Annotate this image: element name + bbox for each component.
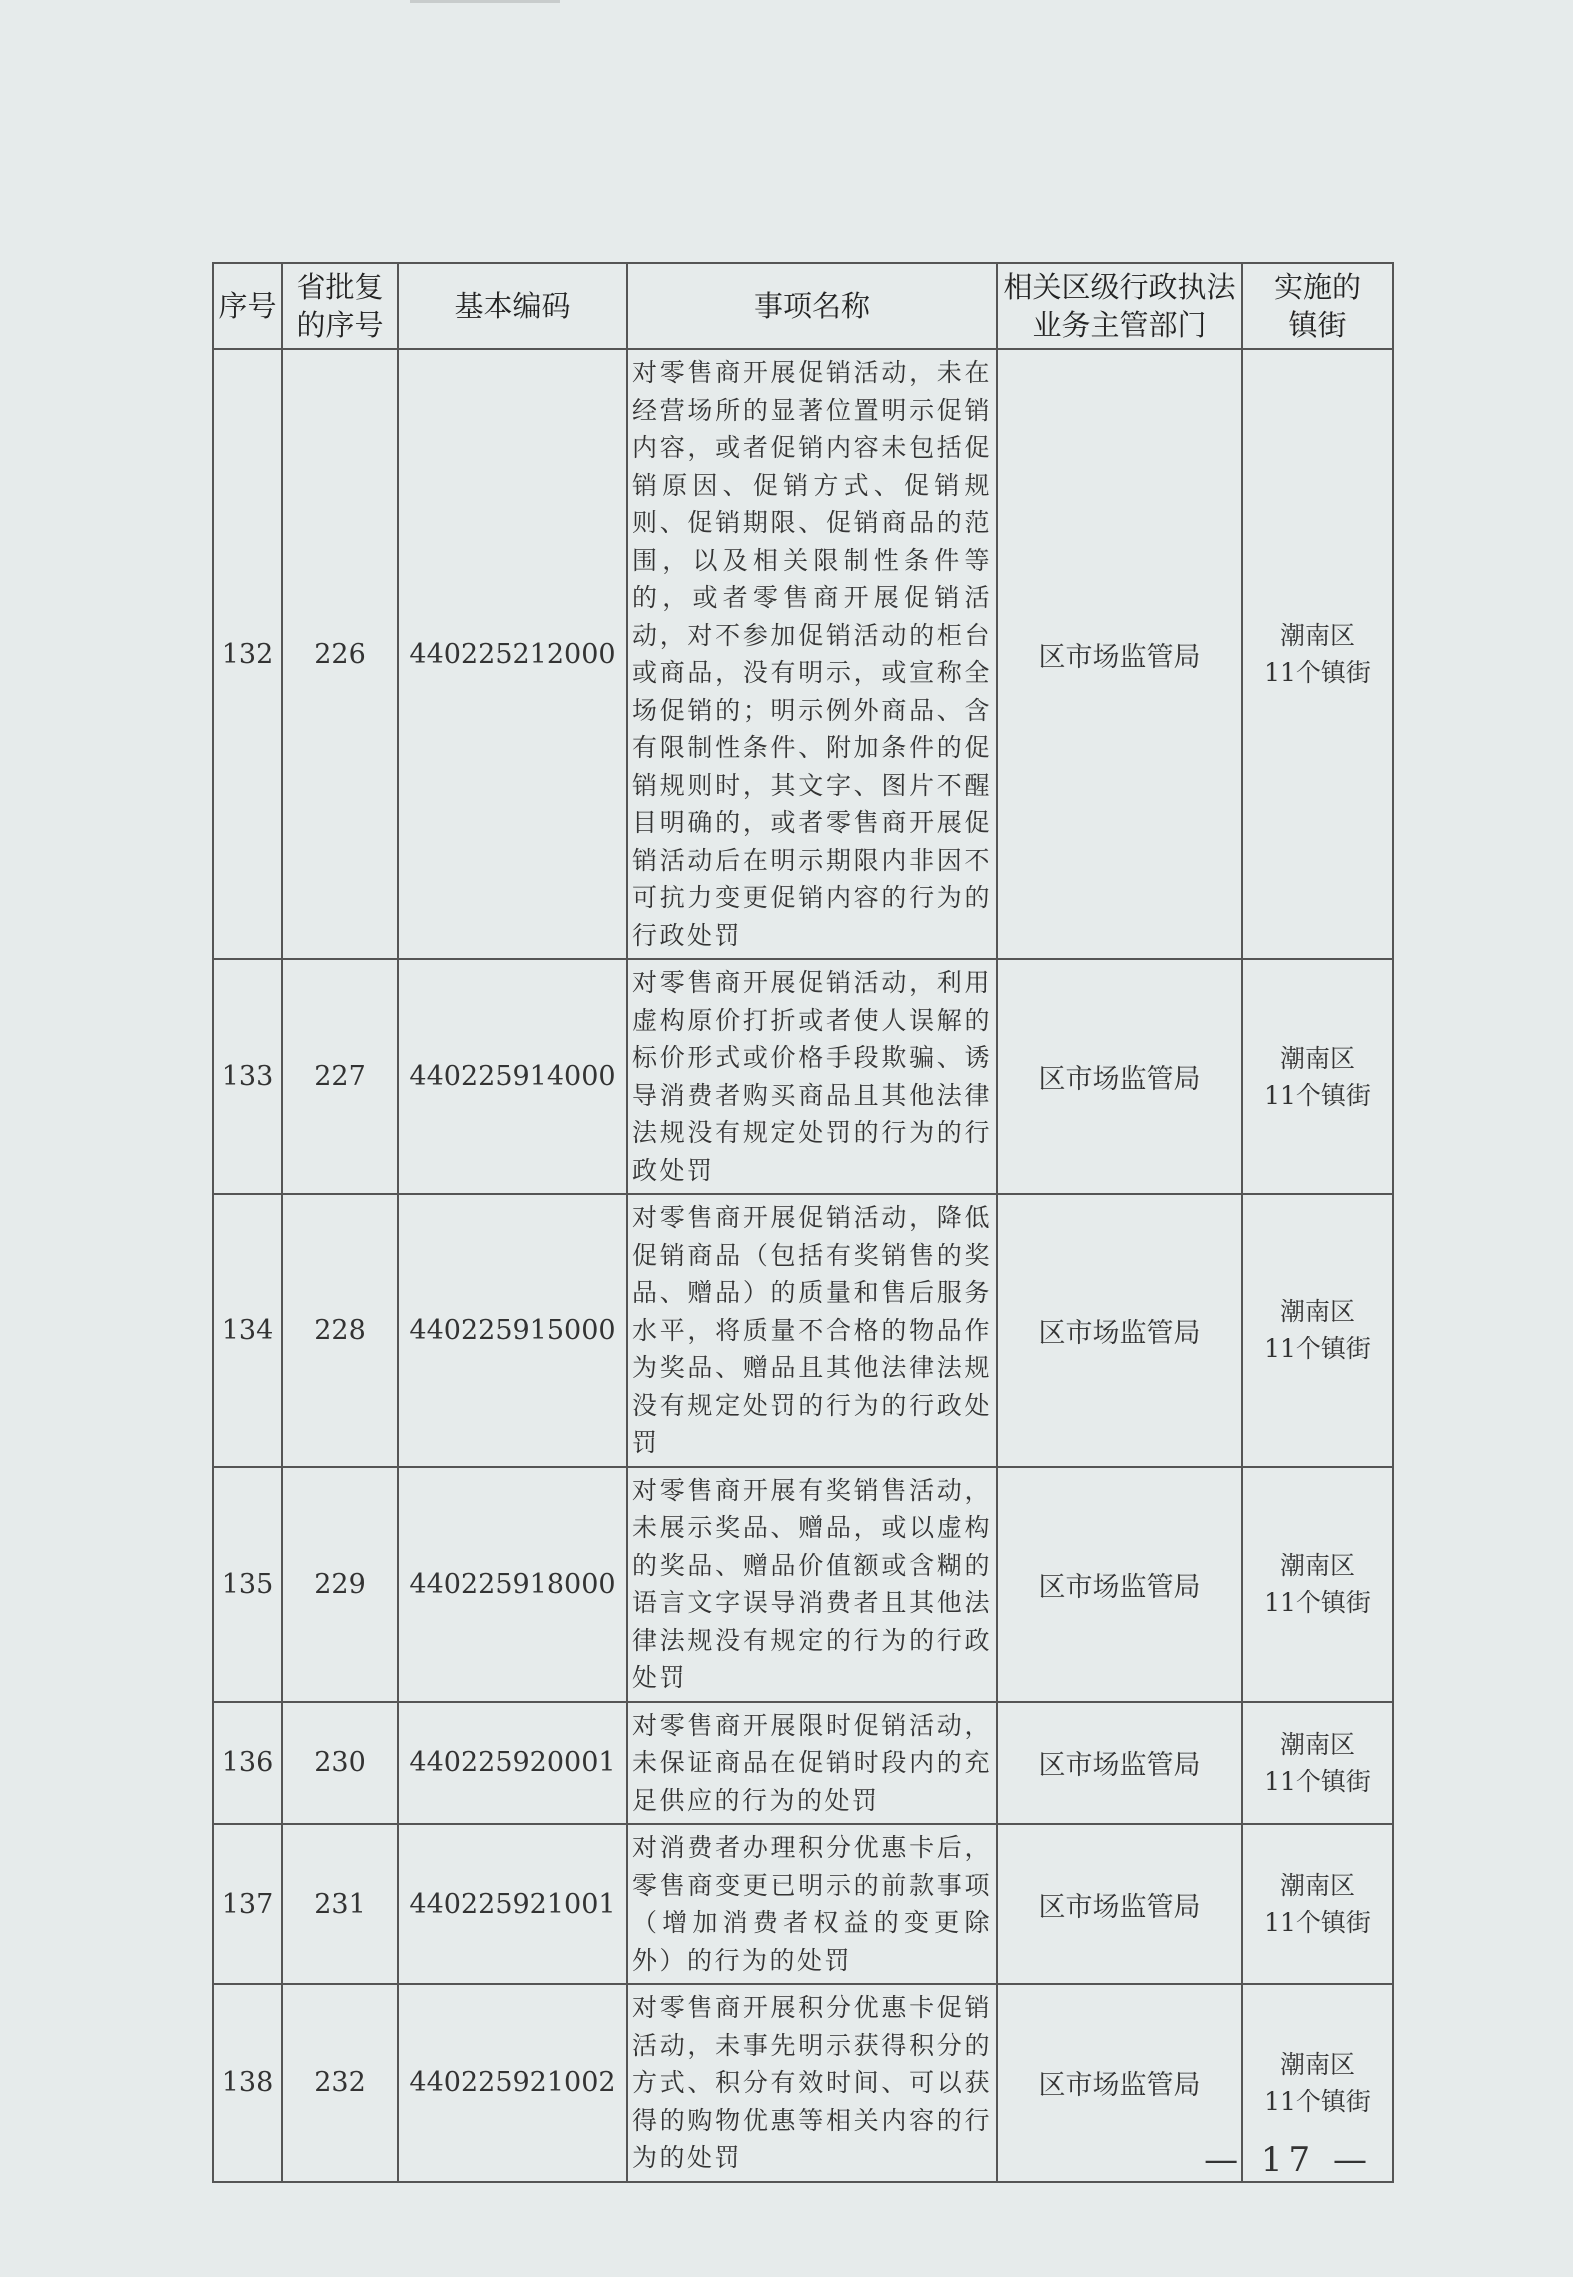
cell-approval-seq: 228 bbox=[282, 1194, 398, 1467]
cell-seq: 133 bbox=[213, 959, 282, 1194]
page-number: — 17 — bbox=[1204, 2140, 1373, 2180]
cell-department: 区市场监管局 bbox=[997, 1467, 1242, 1702]
town-count: 11个镇街 bbox=[1264, 1766, 1371, 1796]
cell-item-name: 对消费者办理积分优惠卡后，零售商变更已明示的前款事项（增加消费者权益的变更除外）的行为的处罚 bbox=[627, 1824, 997, 1984]
header-approval-seq: 省批复的序号 bbox=[282, 263, 398, 349]
cell-department: 区市场监管局 bbox=[997, 1984, 1242, 2182]
town-count: 11个镇街 bbox=[1264, 1080, 1371, 1110]
cell-code: 440225212000 bbox=[398, 349, 627, 959]
town-district: 潮南区 bbox=[1279, 2049, 1355, 2079]
cell-approval-seq: 232 bbox=[282, 1984, 398, 2182]
town-count: 11个镇街 bbox=[1264, 658, 1371, 687]
table-row bbox=[213, 1702, 1393, 1825]
cell-code: 440225920001 bbox=[398, 1702, 627, 1825]
cell-seq: 132 bbox=[213, 349, 282, 959]
header-seq: 序号 bbox=[213, 263, 282, 349]
town-district: 潮南区 bbox=[1279, 1871, 1355, 1900]
cell-town bbox=[1242, 1194, 1393, 1467]
cell-town bbox=[1242, 349, 1393, 959]
cell-town bbox=[1242, 1702, 1393, 1825]
cell-code: 440225921002 bbox=[398, 1984, 627, 2182]
cell-approval-seq: 226 bbox=[282, 349, 398, 959]
header-item-name: 事项名称 bbox=[627, 263, 997, 349]
town-count: 11个镇街 bbox=[1264, 1334, 1371, 1364]
top-edge-mark bbox=[410, 0, 560, 3]
town-district: 潮南区 bbox=[1279, 621, 1355, 650]
town-count: 11个镇街 bbox=[1264, 1588, 1371, 1617]
cell-seq: 135 bbox=[213, 1467, 282, 1702]
town-district: 潮南区 bbox=[1279, 1551, 1355, 1580]
cell-seq: 137 bbox=[213, 1824, 282, 1984]
cell-item-name: 对零售商开展限时促销活动，未保证商品在促销时段内的充足供应的行为的处罚 bbox=[627, 1702, 997, 1825]
cell-seq: 138 bbox=[213, 1984, 282, 2182]
cell-town bbox=[1242, 1467, 1393, 1702]
cell-approval-seq: 227 bbox=[282, 959, 398, 1194]
cell-code: 440225915000 bbox=[398, 1194, 627, 1467]
cell-department: 区市场监管局 bbox=[997, 959, 1242, 1194]
table-row bbox=[213, 959, 1393, 1194]
cell-department: 区市场监管局 bbox=[997, 1824, 1242, 1984]
cell-town bbox=[1242, 959, 1393, 1194]
cell-item-name: 对零售商开展有奖销售活动，未展示奖品、赠品，或以虚构的奖品、赠品价值额或含糊的语言文字误导消费者且其他法律法规没有规定的行为的行政处罚 bbox=[627, 1467, 997, 1702]
cell-department: 区市场监管局 bbox=[997, 349, 1242, 959]
cell-item-name: 对零售商开展促销活动，降低促销商品（包括有奖销售的奖品、赠品）的质量和售后服务水平，将质量不合格的物品作为奖品、赠品且其他法律法规没有规定处罚的行为的行政处罚 bbox=[627, 1194, 997, 1467]
cell-approval-seq: 229 bbox=[282, 1467, 398, 1702]
cell-seq: 136 bbox=[213, 1702, 282, 1825]
town-district: 潮南区 bbox=[1279, 1297, 1355, 1327]
table-row bbox=[213, 349, 1393, 959]
cell-department: 区市场监管局 bbox=[997, 1194, 1242, 1467]
enforcement-items-table bbox=[212, 262, 1394, 2183]
header-department: 相关区级行政执法业务主管部门 bbox=[997, 263, 1242, 349]
cell-approval-seq: 231 bbox=[282, 1824, 398, 1984]
table-header-row bbox=[213, 263, 1393, 349]
cell-approval-seq: 230 bbox=[282, 1702, 398, 1825]
table-row bbox=[213, 1194, 1393, 1467]
town-district: 潮南区 bbox=[1279, 1729, 1355, 1759]
cell-department: 区市场监管局 bbox=[997, 1702, 1242, 1825]
table-row bbox=[213, 1467, 1393, 1702]
cell-town bbox=[1242, 1824, 1393, 1984]
cell-seq: 134 bbox=[213, 1194, 282, 1467]
town-count: 11个镇街 bbox=[1264, 1908, 1371, 1937]
table-row bbox=[213, 1824, 1393, 1984]
town-count: 11个镇街 bbox=[1264, 2086, 1371, 2116]
cell-code: 440225914000 bbox=[398, 959, 627, 1194]
cell-item-name: 对零售商开展积分优惠卡促销活动，未事先明示获得积分的方式、积分有效时间、可以获得的购物优惠等相关内容的行为的处罚 bbox=[627, 1984, 997, 2182]
header-town: 实施的镇街 bbox=[1242, 263, 1393, 349]
cell-item-name: 对零售商开展促销活动，未在经营场所的显著位置明示促销内容，或者促销内容未包括促销原因、促销方式、促销规则、促销期限、促销商品的范围，以及相关限制性条件等的，或者零售商开展促销活动，对不参加促销活动的柜台或商品，没有明示，或宣称全场促销的；明示例外商品、含有限制性条件、附加条件的促销规则时，其文字、图片不醒目明确的，或者零售商开展促销活动后在明示期限内非因不可抗力变更促销内容的行为的行政处罚 bbox=[627, 349, 997, 959]
header-basic-code: 基本编码 bbox=[398, 263, 627, 349]
cell-code: 440225918000 bbox=[398, 1467, 627, 1702]
town-district: 潮南区 bbox=[1279, 1043, 1355, 1073]
cell-item-name: 对零售商开展促销活动，利用虚构原价打折或者使人误解的标价形式或价格手段欺骗、诱导消费者购买商品且其他法律法规没有规定处罚的行为的行政处罚 bbox=[627, 959, 997, 1194]
cell-code: 440225921001 bbox=[398, 1824, 627, 1984]
